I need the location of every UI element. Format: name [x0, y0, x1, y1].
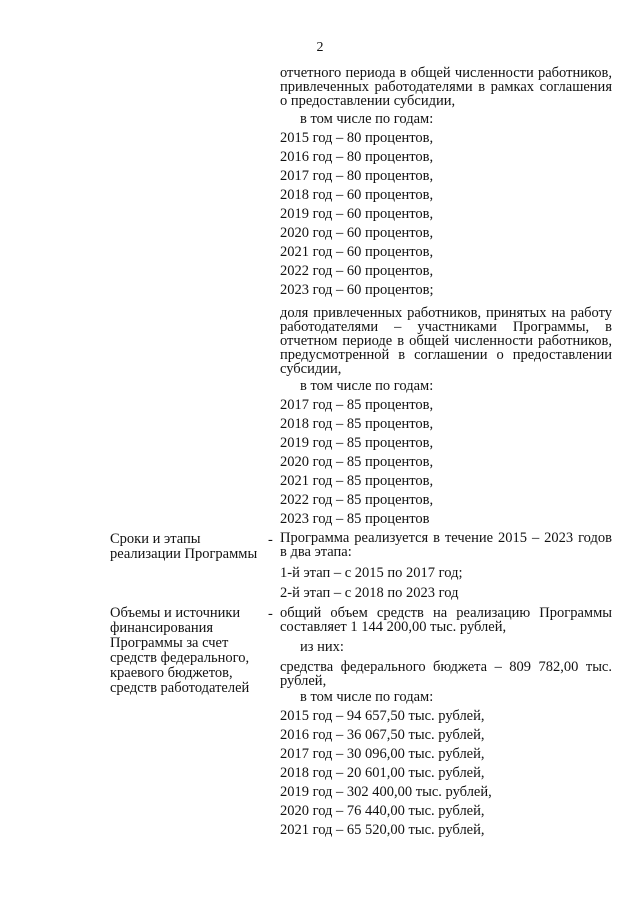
share-list-1 — [280, 129, 612, 300]
share-list-2-item: 2017 год – 85 процентов, — [280, 397, 434, 413]
share-list-2 — [280, 396, 612, 529]
share-list-1-item: 2017 год – 80 процентов, — [280, 168, 434, 184]
funding-by-years-label: в том числе по годам: — [300, 689, 434, 705]
share-list-1-item: 2015 год – 80 процентов, — [280, 130, 434, 146]
page-number: 2 — [316, 40, 324, 55]
funding-dash: - — [268, 606, 273, 622]
share-list-1-item: 2021 год – 60 процентов, — [280, 244, 434, 260]
funding-year-item: 2021 год – 65 520,00 тыс. рублей, — [280, 822, 485, 838]
share-list-2-item: 2021 год – 85 процентов, — [280, 473, 434, 489]
terms-stage-2: 2-й этап – с 2018 по 2023 год — [280, 585, 459, 601]
funding-year-item: 2018 год – 20 601,00 тыс. рублей, — [280, 765, 485, 781]
funding-of-them: из них: — [300, 639, 344, 655]
share-list-1-item: 2016 год – 80 процентов, — [280, 149, 434, 165]
funding-year-item: 2016 год – 36 067,50 тыс. рублей, — [280, 727, 485, 743]
funding-year-item: 2019 год – 302 400,00 тыс. рублей, — [280, 784, 492, 800]
funding-year-item: 2020 год – 76 440,00 тыс. рублей, — [280, 803, 485, 819]
funding-federal: средства федерального бюджета – 809 782,00 тыс. рублей, — [280, 659, 612, 689]
funding-years-list — [280, 707, 612, 840]
funding-year-item: 2015 год – 94 657,50 тыс. рублей, — [280, 708, 485, 724]
terms-stage-1: 1-й этап – с 2015 по 2017 год; — [280, 565, 463, 581]
share-list-2-item: 2018 год – 85 процентов, — [280, 416, 434, 432]
intro-paragraph: отчетного периода в общей численности работников, привлеченных работодателями в рамках соглашения о предоставлении субсидии, — [280, 65, 612, 109]
by-years-label: в том числе по годам: — [300, 111, 434, 127]
share-list-1-item: 2020 год – 60 процентов, — [280, 225, 434, 241]
share-list-2-item: 2022 год – 85 процентов, — [280, 492, 434, 508]
funding-label: Объемы и источники финансирования Программы за счет средств федерального, краевого бюджетов, средств работодателей — [110, 605, 250, 696]
share-list-1-item: 2023 год – 60 процентов; — [280, 282, 434, 298]
second-paragraph: доля привлеченных работников, принятых на работу работодателями – участниками Программы, в отчетном периоде в общей численности работников, предусмотренной в соглашении о предоставлении субсидии, — [280, 305, 612, 377]
terms-dash: - — [268, 532, 273, 548]
terms-label: Сроки и этапы реализации Программы — [110, 531, 258, 562]
terms-text: Программа реализуется в течение 2015 – 2023 годов в два этапа: — [280, 530, 612, 560]
by-years-label-2: в том числе по годам: — [300, 378, 434, 394]
funding-total: общий объем средств на реализацию Программы составляет 1 144 200,00 тыс. рублей, — [280, 605, 612, 635]
share-list-1-item: 2022 год – 60 процентов, — [280, 263, 434, 279]
funding-year-item: 2017 год – 30 096,00 тыс. рублей, — [280, 746, 485, 762]
share-list-2-item: 2023 год – 85 процентов — [280, 511, 430, 527]
share-list-1-item: 2019 год – 60 процентов, — [280, 206, 434, 222]
share-list-1-item: 2018 год – 60 процентов, — [280, 187, 434, 203]
share-list-2-item: 2019 год – 85 процентов, — [280, 435, 434, 451]
share-list-2-item: 2020 год – 85 процентов, — [280, 454, 434, 470]
